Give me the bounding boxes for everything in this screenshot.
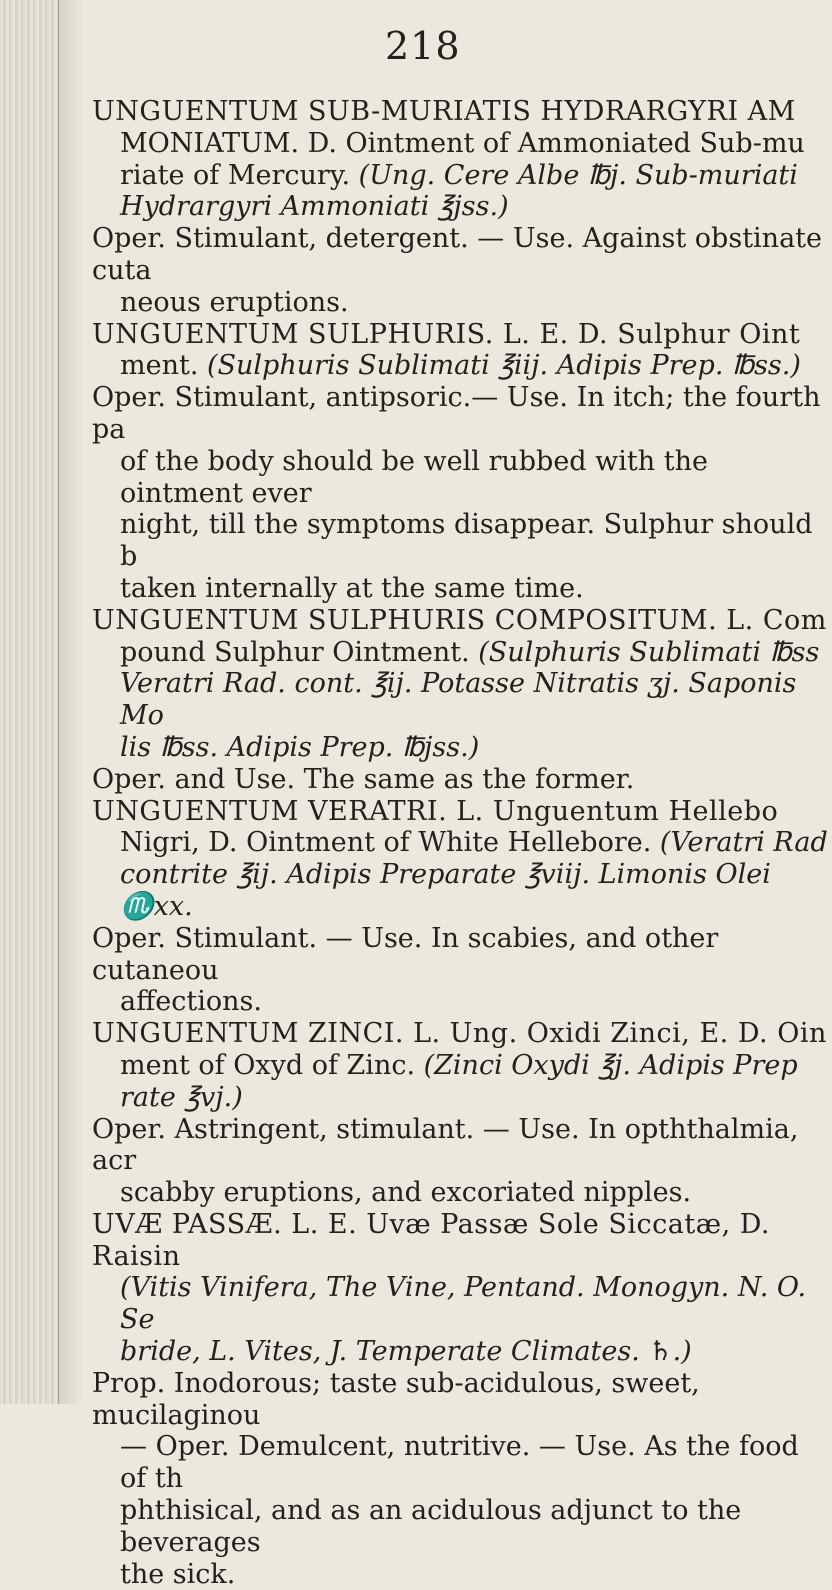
- entry-line: Oper. Stimulant, antipsoric.— Use. In itch; the fourth pa: [92, 382, 821, 445]
- entry-formula: (Sulphuris Sublimati ℥iij. Adipis Prep. ℔ss.): [207, 350, 801, 382]
- entry-line: taken internally at the same time.: [120, 572, 584, 604]
- page-number: 218: [385, 24, 461, 68]
- entry-uvae-passae: [92, 1209, 832, 1368]
- entry-line: Oper. Stimulant, detergent. — Use. Against obstinate cuta: [92, 223, 823, 286]
- entry-line: Oper. and Use. The same as the former.: [92, 763, 635, 795]
- entry-text: pound Sulphur Ointment.: [120, 636, 479, 668]
- entry-line: [92, 827, 832, 859]
- entry-text: ment.: [120, 350, 207, 382]
- entry-line: [92, 350, 832, 382]
- entry-formula: (Sulphuris Sublimati ℔ss: [478, 636, 820, 668]
- entry-unguentum-veratri: [92, 796, 832, 923]
- entry-prop: [92, 1368, 832, 1590]
- entry-formula: [92, 1082, 832, 1114]
- entry-oper: [92, 382, 832, 605]
- entry-formula-text: bride, L. Vites, J. Temperate Climates. ♄.): [120, 1336, 692, 1368]
- entry-line: the sick.: [120, 1558, 236, 1590]
- entry-formula: (Veratri Rad: [659, 827, 828, 859]
- entry-formula-text: Hydrargyri Ammoniati ℥jss.): [120, 191, 509, 223]
- entry-line: neous eruptions.: [120, 286, 349, 318]
- entry-heading: UNGUENTUM SUB-MURIATIS HYDRARGYRI AM: [92, 96, 796, 127]
- entry-formula: (Zinci Oxydi ℥j. Adipis Prep: [423, 1049, 798, 1081]
- entry-line: of the body should be well rubbed with the ointment ever: [120, 445, 708, 509]
- entry-formula-text: lis ℔ss. Adipis Prep. ℔jss.): [120, 731, 480, 763]
- entry-oper: [92, 223, 832, 318]
- entry-formula-text: contrite ℥ij. Adipis Preparate ℥viij. Limonis Olei ♏xx.: [120, 859, 771, 922]
- entry-formula-text: Veratri Rad. cont. ℥ij. Potasse Nitratis ʒj. Saponis Mo: [120, 668, 797, 732]
- entry-heading: UNGUENTUM SULPHURIS COMPOSITUM. L. Com: [92, 604, 827, 636]
- entry-line: [92, 160, 832, 192]
- page-text: [92, 96, 832, 1590]
- entry-line: MONIATUM. D. Ointment of Ammoniated Sub-mu: [120, 127, 805, 159]
- entry-line: scabby eruptions, and excoriated nipples.: [120, 1177, 692, 1209]
- entry-heading: UNGUENTUM VERATRI. L. Unguentum Hellebo: [92, 795, 779, 827]
- entry-unguentum-sulphuris: [92, 319, 832, 383]
- entry-formula-text: rate ℥vj.): [120, 1081, 243, 1113]
- entry-heading: UNGUENTUM SULPHURIS. L. E. D. Sulphur Oint: [92, 318, 801, 350]
- entry-line: — Oper. Demulcent, nutritive. — Use. As the food of th: [120, 1431, 799, 1495]
- entry-text: ment of Oxyd of Zinc.: [120, 1049, 424, 1081]
- entry-oper: [92, 764, 832, 796]
- entry-text: riate of Mercury.: [120, 159, 359, 191]
- entry-heading: UNGUENTUM ZINCI. L. Ung. Oxidi Zinci, E. D. Oin: [92, 1018, 827, 1050]
- entry-oper: [92, 1114, 832, 1209]
- entry-formula: [92, 732, 832, 764]
- entry-line: Oper. Stimulant. — Use. In scabies, and other cutaneou: [92, 922, 719, 986]
- entry-heading: UVÆ PASSÆ. L. E. Uvæ Passæ Sole Siccatæ, D. Raisin: [92, 1208, 771, 1272]
- entry-formula: [92, 859, 832, 923]
- entry-line: affections.: [120, 986, 262, 1018]
- entry-text: Nigri, D. Ointment of White Hellebore.: [120, 827, 660, 859]
- entry-line: [92, 637, 832, 669]
- entry-line: [92, 1050, 832, 1082]
- entry-formula: [92, 1272, 832, 1336]
- entry-formula: (Ung. Cere Albe ℔j. Sub-muriati: [358, 159, 798, 191]
- entry-line: phthisical, and as an acidulous adjunct to the beverages: [120, 1495, 742, 1558]
- gutter-shadow: [58, 0, 82, 1404]
- entry-formula: [92, 1336, 832, 1368]
- entry-line: Oper. Astringent, stimulant. — Use. In opththalmia, acr: [92, 1113, 799, 1177]
- entry-formula: [92, 191, 832, 223]
- entry-formula-text: (Vitis Vinifera, The Vine, Pentand. Monogyn. N. O. Se: [120, 1272, 807, 1336]
- entry-formula: [92, 668, 832, 732]
- entry-oper: [92, 923, 832, 1018]
- entry-line: Prop. Inodorous; taste sub-acidulous, sweet, mucilaginou: [92, 1367, 700, 1431]
- entry-unguentum-sub-muriatis: [92, 96, 832, 223]
- page-edge: [0, 0, 59, 1404]
- entry-unguentum-sulphuris-compositum: [92, 605, 832, 764]
- entry-unguentum-zinci: [92, 1018, 832, 1113]
- entry-line: night, till the symptoms disappear. Sulphur should b: [120, 509, 813, 573]
